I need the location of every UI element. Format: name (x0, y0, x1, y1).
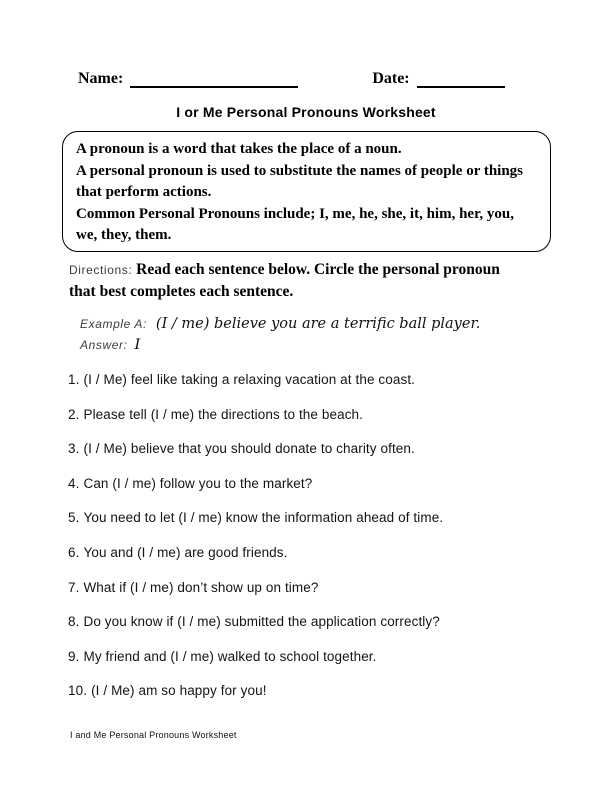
question-number: 4. (68, 475, 80, 491)
pronoun-definition-box (62, 131, 551, 252)
question-item (68, 544, 558, 562)
date-label: Date: (372, 70, 410, 87)
answer-label: Answer: (80, 338, 128, 352)
question-number: 2. (68, 406, 80, 422)
header-row (78, 70, 552, 88)
example-block (80, 314, 540, 355)
question-item (68, 371, 558, 389)
question-text: (I / Me) believe that you should donate to charity often. (83, 441, 415, 457)
question-number: 5. (68, 510, 80, 526)
question-item (68, 509, 558, 527)
question-number: 3. (68, 441, 80, 457)
question-list (68, 371, 558, 717)
question-item (68, 648, 558, 666)
question-text: (I / Me) feel like taking a relaxing vacation at the coast. (83, 372, 416, 387)
question-number: 1. (68, 372, 80, 387)
question-text: Do you know if (I / me) submitted the application correctly? (83, 614, 440, 630)
example-label: Example A: (80, 317, 147, 331)
question-text: You need to let (I / me) know the information ahead of time. (83, 510, 444, 526)
definition-line-3: Common Personal Pronouns include; I, me, he, she, it, him, her, you, we, they, them. (76, 205, 514, 243)
question-text: My friend and (I / me) walked to school together. (83, 648, 377, 664)
answer-value: I (134, 337, 141, 353)
question-text: Please tell (I / me) the directions to the beach. (83, 406, 364, 422)
question-text: You and (I / me) are good friends. (83, 544, 288, 560)
question-text: (I / Me) am so happy for you! (91, 683, 267, 699)
question-number: 10. (68, 683, 88, 699)
footer-caption: I and Me Personal Pronouns Worksheet (70, 730, 237, 740)
definition-line-1: A pronoun is a word that takes the place of a noun. (76, 141, 402, 157)
name-blank-line (130, 71, 298, 88)
question-item (68, 682, 558, 700)
question-item (68, 475, 558, 493)
example-sentence-row (80, 314, 540, 334)
directions-label: Directions: (69, 263, 133, 277)
directions (69, 259, 517, 303)
definition-line-2: A personal pronoun is used to substitute the names of people or things that perform actions. (76, 162, 524, 200)
page-title: I or Me Personal Pronouns Worksheet (176, 104, 436, 120)
question-item (68, 440, 558, 458)
question-item (68, 579, 558, 597)
directions-text: Read each sentence below. Circle the personal pronoun that best completes each sentence. (69, 261, 500, 300)
question-item (68, 613, 558, 631)
date-blank-line (417, 71, 505, 88)
question-number: 6. (68, 544, 80, 560)
question-number: 9. (68, 648, 80, 664)
name-label: Name: (78, 70, 124, 87)
question-number: 7. (68, 579, 80, 595)
question-text: What if (I / me) don’t show up on time? (83, 579, 319, 595)
question-item (68, 406, 558, 424)
question-number: 8. (68, 614, 80, 630)
example-sentence: (I / me) believe you are a terrific ball player. (155, 316, 481, 332)
question-text: Can (I / me) follow you to the market? (83, 475, 313, 491)
example-answer-row (80, 335, 540, 355)
